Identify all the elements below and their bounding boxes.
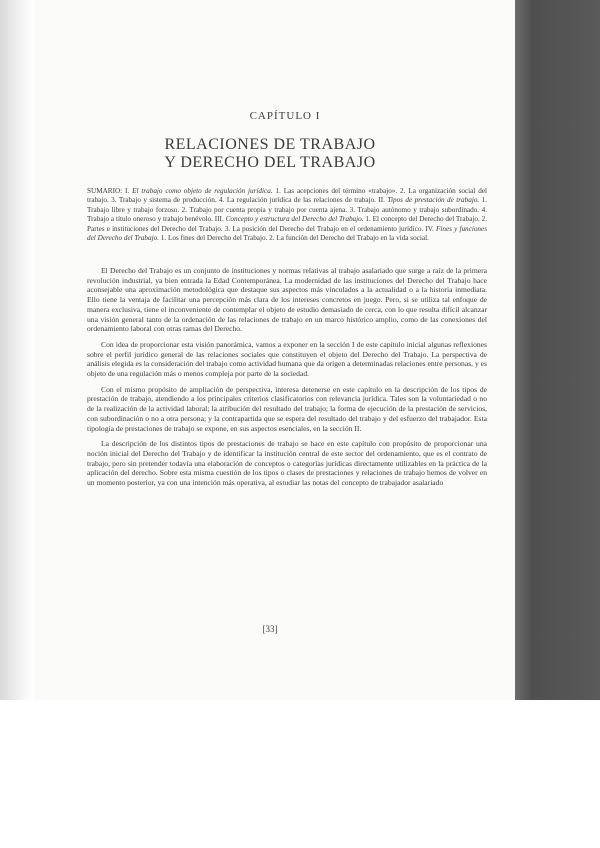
summary-part2-text: 1. Trabajo libre y trabajo forzoso. 2. Trabajo por cuenta propia y trabajo por cuenta ajena. 3. Trabajo autónomo y trabajo subordinado. 4. Trabajo a título oneroso y trabajo benévolo. III.	[87, 196, 488, 224]
scan-right-shadow	[515, 0, 600, 700]
body-paragraph-3: Con el mismo propósito de ampliación de perspectiva, interesa detenerse en este capítulo en la descripción de los tipos de prestación de trabajo, atendiendo a los principales criterios clasificatorios con relevancia jurídica. Tales son la voluntariedad o no de la realización de la actividad laboral; la atribución del resultado del trabajo; la forma de ejecución de la prestación de servicios, con subordinación o no a otra persona; y la contrapartida que se espera del resultado del trabajo y del esfuerzo del trabajador. Esta tipología de prestaciones de trabajo se expone, en sus aspectos esenciales, en la sección II.	[87, 384, 487, 433]
summary-part4-text: 1. Los fines del Derecho del Trabajo. 2. La función del Derecho del Trabajo en la vida social.	[160, 234, 429, 243]
summary-part3-text: 1. El concepto del Derecho del Trabajo. 2. Partes e instituciones del Derecho del Trabajo. 3. La posición del Derecho del Trabajo en el ordenamiento jurídico. IV.	[87, 215, 488, 233]
body-paragraph-1: El Derecho del Trabajo es un conjunto de instituciones y normas relativas al trabajo asalariado que surge a raíz de la primera revolución industrial, ya bien entrada la Edad Contemporánea. La modernidad de las instituciones del Derecho del Trabajo hace aconsejable una aproximación metodológica que destaque sus aspectos más vinculados a la actualidad o a la historia inmediata. Ello tiene la ventaja de facilitar una percepción más clara de los intereses concretos en juego. Pero, si se utiliza tal enfoque de manera exclusiva, tiene el inconveniente de contemplar el objeto de estudio demasiado de cerca, con lo que resulta difícil alcanzar una visión general tanto de la ordenación de las relaciones de trabajo en un marco histórico amplio, como de las conexiones del ordenamiento laboral con otras ramas del Derecho.	[87, 266, 487, 334]
summary-intro: SUMARIO: I.	[87, 187, 130, 195]
chapter-summary	[87, 187, 487, 243]
summary-part2-title: Tipos de prestación de trabajo.	[387, 196, 480, 205]
summary-part1-title: El trabajo como objeto de regulación jurídica.	[132, 187, 273, 195]
chapter-title	[120, 136, 420, 172]
chapter-label: CAPÍTULO I	[249, 110, 321, 122]
page-number: [33]	[262, 624, 278, 634]
summary-part1-text: 1. Las acepciones del término «trabajo». 2. La organización social del trabajo. 3. Trabajo y sistema de producción. 4. La regulación jurídica de las relaciones de trabajo. II.	[87, 187, 488, 205]
scan-left-margin	[0, 0, 34, 700]
chapter-title-line-2: Y DERECHO DEL TRABAJO	[164, 154, 376, 171]
body-paragraph-4: La descripción de los distintos tipos de prestaciones de trabajo se hace en este capítulo con propósito de proporcionar una noción inicial del Derecho del Trabajo y de identificar la institución central de este sector del ordenamiento, que es el contrato de trabajo, pero sin pretender todavía una elaboración de conceptos o categorías jurídicas directamente utilizables en la práctica de la aplicación del derecho. Sobre esta misma cuestión de los tipos o clases de prestaciones y relaciones de trabajo hemos de volver en un momento posterior, ya con una intención más operativa, al estudiar las notas del concepto de trabajador asalariado	[87, 439, 487, 488]
summary-part3-title: Concepto y estructura del Derecho del Trabajo.	[225, 215, 364, 224]
summary-part4-title: Fines y funciones del Derecho del Trabajo.	[87, 224, 487, 243]
body-paragraph-2: Con idea de proporcionar esta visión panorámica, vamos a exponer en la sección I de este capítulo inicial algunas reflexiones sobre el perfil jurídico general de las relaciones sociales que constituyen el objeto del Derecho del Trabajo. La perspectiva de análisis elegida es la consideración del trabajo como actividad humana que da origen a determinadas relaciones entre personas, y es objeto de una regulación más o menos compleja por parte de la sociedad.	[87, 339, 487, 379]
chapter-body	[87, 266, 487, 494]
chapter-title-line-1: RELACIONES DE TRABAJO	[164, 136, 376, 153]
